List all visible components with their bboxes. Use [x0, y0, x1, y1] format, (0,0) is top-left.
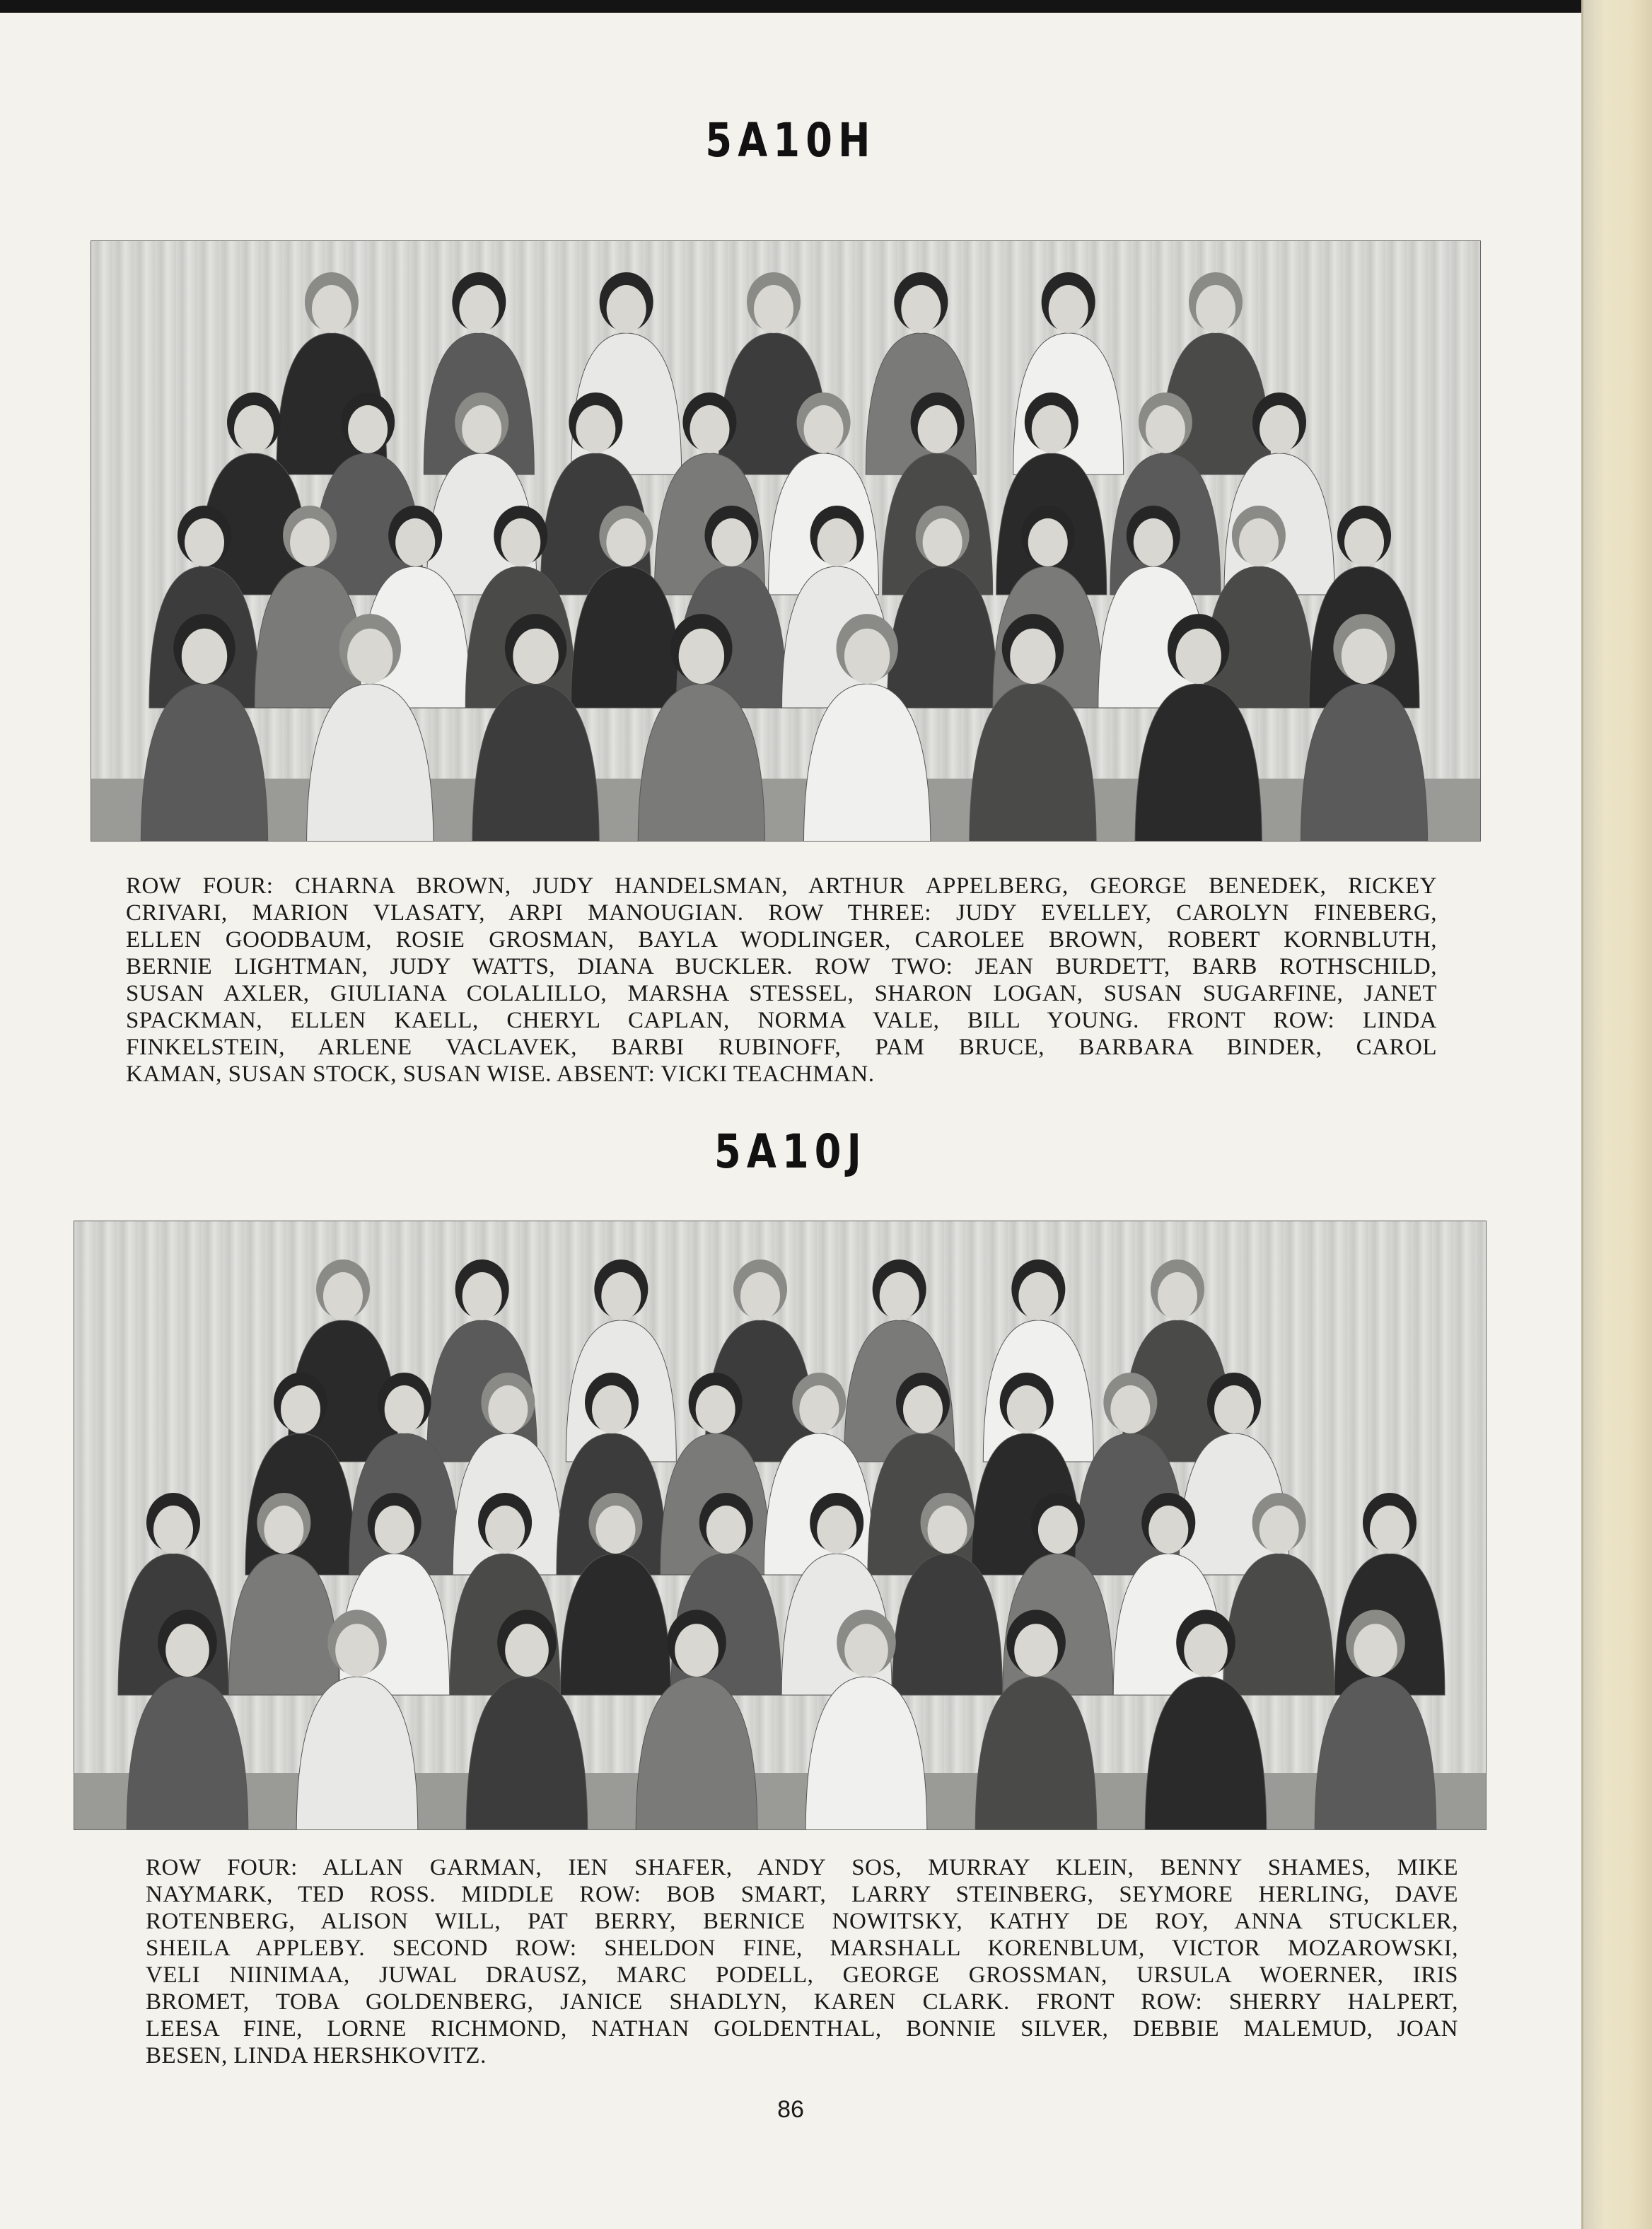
caption-line: LEESA FINE, LORNE RICHMOND, NATHAN GOLDENTHAL, BONNIE SILVER, DEBBIE MALEMUD, JOAN [146, 2016, 1458, 2042]
adjacent-page-edge [1581, 0, 1652, 2229]
student-figure [427, 1259, 537, 1462]
caption-line: ROW FOUR: CHARNA BROWN, JUDY HANDELSMAN, ARTHUR APPELBERG, GEORGE BENEDEK, RICKEY [126, 873, 1437, 899]
caption-line: SHEILA APPLEBY. SECOND ROW: SHELDON FINE, MARSHALL KORENBLUM, VICTOR MOZAROWSKI, [146, 1936, 1458, 1961]
class-heading-5a10h: 5A10H [705, 113, 876, 168]
student-figure [983, 1259, 1093, 1462]
caption-5a10j [146, 1854, 1458, 2069]
class-heading-5a10j: 5A10J [714, 1124, 867, 1179]
class-photo-5a10j-figures [74, 1221, 1486, 1829]
caption-line: BROMET, TOBA GOLDENBERG, JANICE SHADLYN, KAREN CLARK. FRONT ROW: SHERRY HALPERT, [146, 1989, 1458, 2015]
scan-top-edge [0, 0, 1652, 13]
caption-line: SUSAN AXLER, GIULIANA COLALILLO, MARSHA STESSEL, SHARON LOGAN, SUSAN SUGARFINE, JANET [126, 981, 1437, 1006]
student-figure [844, 1259, 955, 1462]
class-photo-5a10j [74, 1221, 1487, 1830]
student-figure [566, 1259, 676, 1462]
caption-line: ELLEN GOODBAUM, ROSIE GROSMAN, BAYLA WODLINGER, CAROLEE BROWN, ROBERT KORNBLUTH, [126, 927, 1437, 953]
caption-line: KAMAN, SUSAN STOCK, SUSAN WISE. ABSENT: VICKI TEACHMAN. [126, 1061, 875, 1087]
caption-line: BERNIE LIGHTMAN, JUDY WATTS, DIANA BUCKLER. ROW TWO: JEAN BURDETT, BARB ROTHSCHILD, [126, 954, 1437, 979]
caption-line: BESEN, LINDA HERSHKOVITZ. [146, 2043, 487, 2068]
student-figure [1122, 1259, 1233, 1462]
class-photo-5a10h [91, 240, 1481, 842]
caption-line: ROTENBERG, ALISON WILL, PAT BERRY, BERNICE NOWITSKY, KATHY DE ROY, ANNA STUCKLER, [146, 1909, 1458, 1934]
caption-line: VELI NIINIMAA, JUWAL DRAUSZ, MARC PODELL, GEORGE GROSSMAN, URSULA WOERNER, IRIS [146, 1962, 1458, 1988]
caption-5a10h [126, 873, 1437, 1088]
caption-line: ROW FOUR: ALLAN GARMAN, IEN SHAFER, ANDY SOS, MURRAY KLEIN, BENNY SHAMES, MIKE [146, 1855, 1458, 1880]
class-photo-5a10h-figures [91, 241, 1480, 841]
page-number: 86 [777, 2096, 804, 2123]
caption-line: NAYMARK, TED ROSS. MIDDLE ROW: BOB SMART, LARRY STEINBERG, SEYMORE HERLING, DAVE [146, 1882, 1458, 1907]
caption-line: CRIVARI, MARION VLASATY, ARPI MANOUGIAN. ROW THREE: JUDY EVELLEY, CAROLYN FINEBERG, [126, 900, 1437, 926]
caption-line: SPACKMAN, ELLEN KAELL, CHERYL CAPLAN, NORMA VALE, BILL YOUNG. FRONT ROW: LINDA [126, 1008, 1437, 1033]
caption-line: FINKELSTEIN, ARLENE VACLAVEK, BARBI RUBINOFF, PAM BRUCE, BARBARA BINDER, CAROL [126, 1035, 1437, 1060]
